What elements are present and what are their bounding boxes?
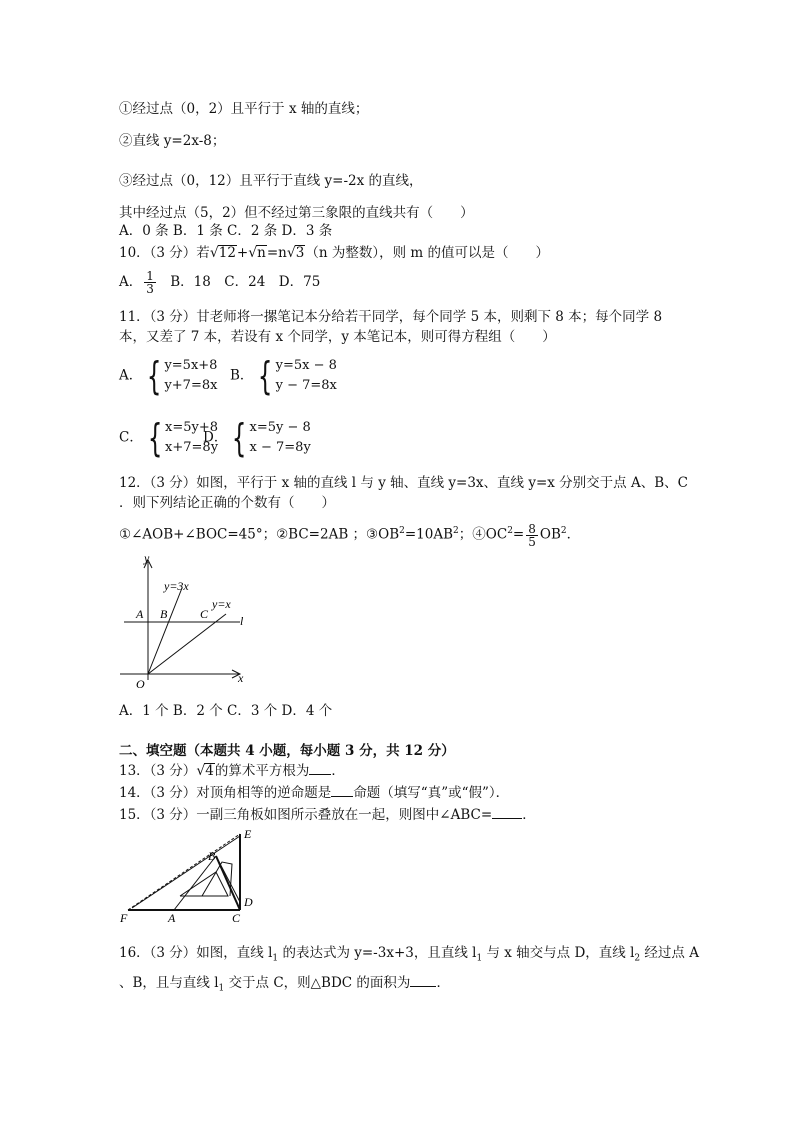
q10-options: A． $\frac{1}{3}$ B．18 C．24 D．75 [119,269,321,296]
answer-blank[interactable] [331,784,353,797]
label-x: x [238,671,244,685]
label-c: C [232,911,241,925]
label-d: D [244,895,253,909]
q9-options: A．0 条 B．1 条 C．2 条 D．3 条 [119,223,333,239]
q15: 15．（3 分）一副三角板如图所示叠放在一起，则图中∠ABC= ． [119,807,536,823]
q11-option-d: D． { x=5y − 8 x − 7=8y [203,416,311,460]
section-2-title: 二、填空题（本题共 4 小题，每小题 3 分，共 12 分） [119,743,455,759]
answer-blank[interactable] [309,762,331,775]
label-l: l [240,614,244,628]
label-yx: y=x [212,597,231,611]
q13: 13．（3 分）√4的算术平方根为 ． [119,763,345,779]
label-a: A [136,607,144,621]
label-o: O [136,677,145,690]
label-f: F [120,911,128,925]
q11-line-2: 本，又差了 7 本，若设有 x 个同学，y 本笔记本，则可得方程组（ ） [119,329,556,345]
q9-item-2: ②直线 y=2x-8； [119,133,226,149]
answer-blank[interactable] [492,806,522,819]
q12-line-1: 12．（3 分）如图，平行于 x 轴的直线 l 与 y 轴、直线 y=3x、直线 y=x 分别交于点 A、B、C [119,475,688,491]
q14: 14．（3 分）对顶角相等的逆命题是 命题（填写“真”或“假”）． [119,785,510,801]
label-y3x: y=3x [164,579,189,593]
q16-line-1: 16．（3 分）如图，直线 $l_1$ 的表达式为 y=-3x+3，且直线 $l_1$ 与 x 轴交与点 D，直线 $l_2$ 经过点 A [119,945,699,964]
q11-line-1: 11．（3 分）甘老师将一摞笔记本分给若干同学，每个同学 5 本，则剩下 8 本；每个同学 8 [119,309,663,325]
q9-item-3: ③经过点（0，12）且平行于直线 y=-2x 的直线， [119,173,423,189]
q11-option-a: A． { y=5x+8 y+7=8x [119,354,218,398]
q11-option-b: B． { y=5x − 8 y − 7=8x [230,354,337,398]
q9-item-1: ①经过点（0，2）且平行于 x 轴的直线； [119,101,369,117]
answer-blank[interactable] [410,974,436,987]
q10-stem: 10．（3 分）若√12+√n=n√3（n 为整数），则 m 的值可以是（ ） [119,245,550,261]
q15-figure [118,826,268,926]
fraction-one-third: $\frac{1}{3}$ [146,269,154,296]
q11-option-c: C． { x=5y+8 x+7=8y [119,416,219,460]
label-a: A [168,911,176,925]
label-b: B [160,607,168,621]
q12-conclusions: ①∠AOB+∠BOC=45°；②BC=2AB ；$③OB^2=10AB^2$；$④OC^2=$ $\frac{8}{5}$ $OB^2$． [119,521,581,549]
label-b: B [208,849,216,863]
q12-line-2: ．则下列结论正确的个数有（ ） [119,495,335,511]
q12-figure [116,552,256,690]
q9-stem: 其中经过点（5，2）但不经过第三象限的直线共有（ ） [119,205,474,221]
label-e: E [244,827,252,841]
label-c: C [200,607,209,621]
label-y: y [144,552,150,565]
q16-line-2: 、B，且与直线 $l_1$ 交于点 C，则△BDC 的面积为 ． [119,975,450,994]
q12-options: A．1 个 B．2 个 C．3 个 D．4 个 [119,703,333,719]
